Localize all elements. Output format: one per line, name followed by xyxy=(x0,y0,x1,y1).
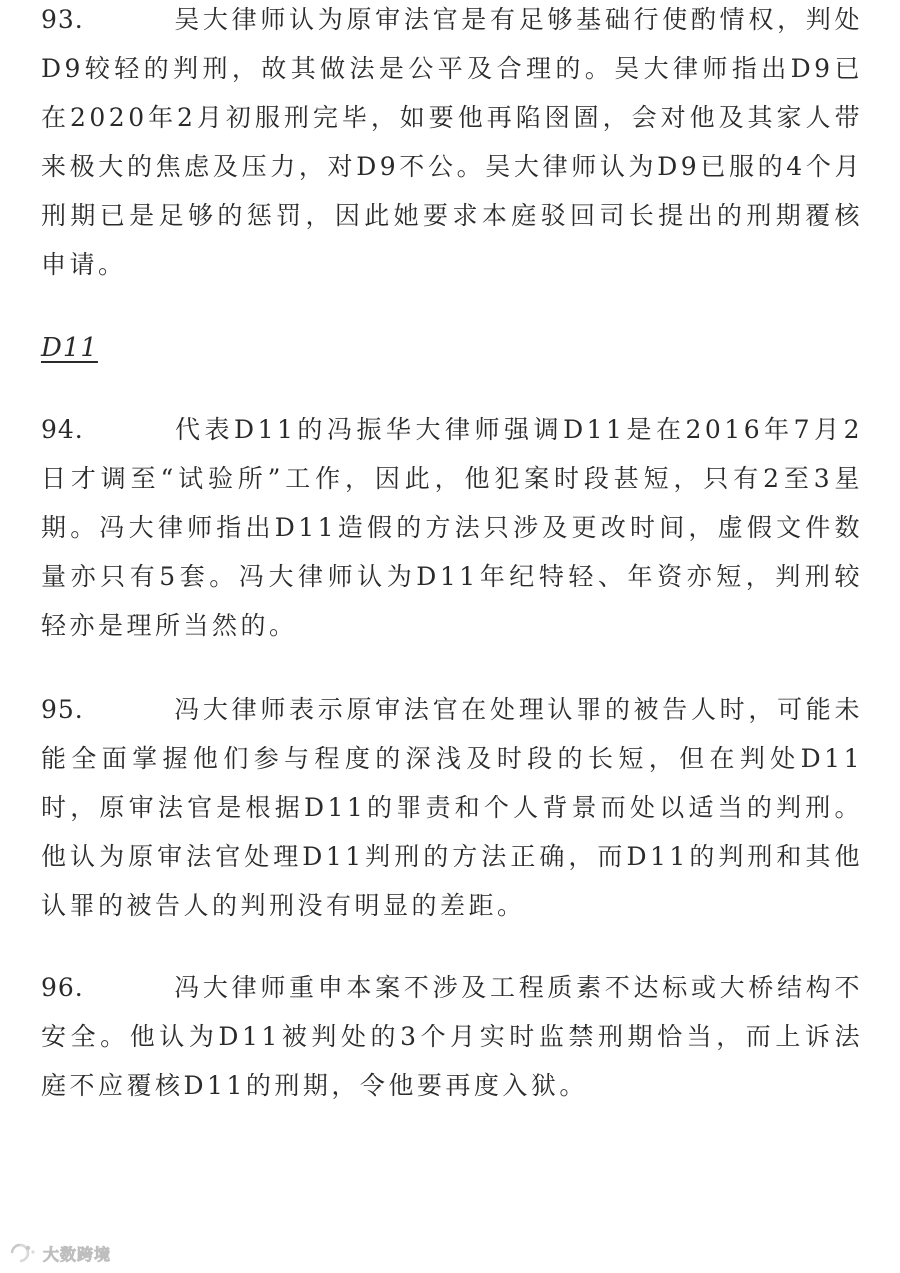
watermark xyxy=(8,1241,111,1265)
watermark-text: 大数跨境 xyxy=(43,1244,112,1264)
paragraph-number: 93. xyxy=(41,5,84,34)
paragraph-number: 96. xyxy=(41,973,84,1002)
paragraph-93 xyxy=(41,0,863,289)
paragraph-95 xyxy=(41,685,863,930)
dsk-logo-icon xyxy=(8,1241,38,1265)
paragraph-text: 冯大律师表示原审法官在处理认罪的被告人时，可能未能全面掌握他们参与程度的深浅及时段的长短，但在判处D11时，原审法官是根据D11的罪责和个人背景而处以适当的判刑。他认为原审法官处理D11判刑的方法正确，而D11的判刑和其他认罪的被告人的判刑没有明显的差距。 xyxy=(41,695,863,920)
paragraph-text: 冯大律师重申本案不涉及工程质素不达标或大桥结构不安全。他认为D11被判处的3个月实时监禁刑期恰当，而上诉法庭不应覆核D11的刑期，令他要再度入狱。 xyxy=(41,973,863,1100)
paragraph-text: 代表D11的冯振华大律师强调D11是在2016年7月2日才调至“试验所”工作，因此，他犯案时段甚短，只有2至3星期。冯大律师指出D11造假的方法只涉及更改时间，虚假文件数量亦只有5套。冯大律师认为D11年纪特轻、年资亦短，判刑较轻亦是理所当然的。 xyxy=(41,415,863,640)
paragraph-number: 94. xyxy=(41,415,84,444)
paragraph-94 xyxy=(41,405,863,650)
paragraph-number: 95. xyxy=(41,695,84,724)
section-heading-d11: D11 xyxy=(41,333,98,363)
paragraph-96 xyxy=(41,963,863,1110)
paragraph-text: 吴大律师认为原审法官是有足够基础行使酌情权，判处D9较轻的判刑，故其做法是公平及合理的。吴大律师指出D9已在2020年2月初服刑完毕，如要他再陷囹圄，会对他及其家人带来极大的焦虑及压力，对D9不公。吴大律师认为D9已服的4个月刑期已是足够的惩罚，因此她要求本庭驳回司长提出的刑期覆核申请。 xyxy=(41,5,863,279)
